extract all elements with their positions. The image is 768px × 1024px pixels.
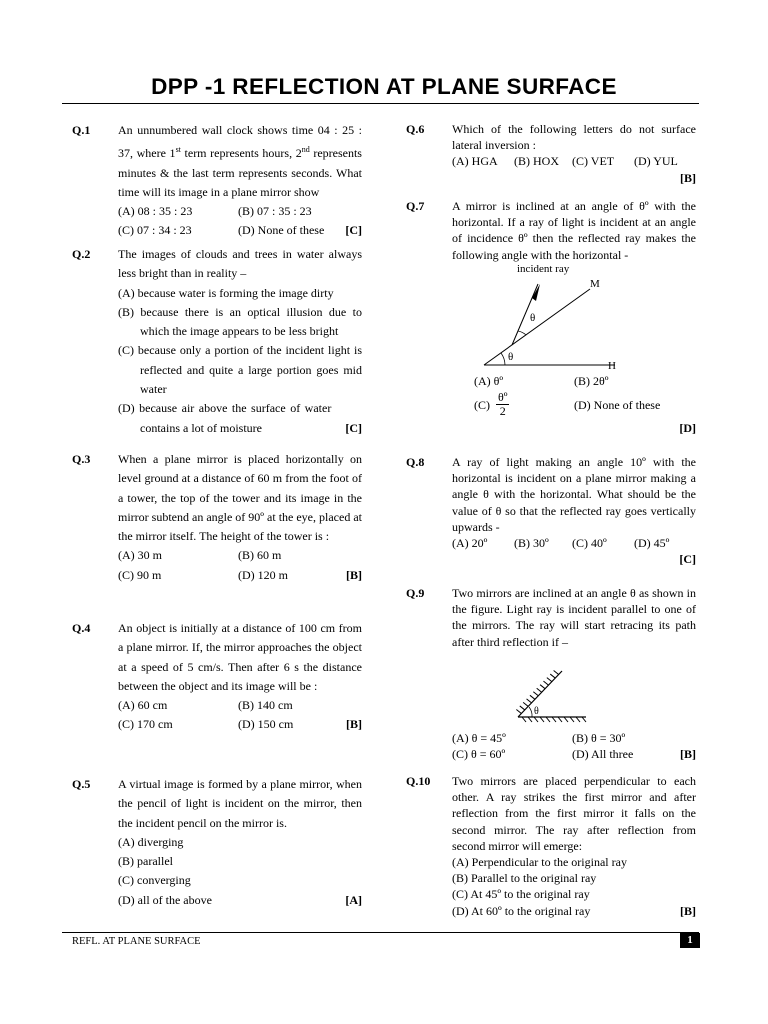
theta-label: θ [534, 706, 539, 717]
hatch-mark [552, 717, 556, 722]
theta-label: θ [530, 312, 536, 324]
option-b: (B) 60 m [238, 548, 282, 563]
hatch-mark [546, 717, 550, 722]
option-a: (A) HGA [452, 154, 498, 169]
title-rule [62, 103, 699, 104]
hatch-mark [523, 702, 528, 706]
question-number: Q.3 [72, 452, 91, 466]
option-c: (C) θº 2 [474, 390, 508, 419]
hatch-mark [520, 706, 525, 710]
option-d: (D) 120 m [238, 567, 288, 582]
option-c: (C) VET [572, 154, 615, 169]
footer-text: REFL. AT PLANE SURFACE [72, 936, 201, 947]
hatch-mark [558, 717, 562, 722]
option-b: (B) Parallel to the original ray [452, 871, 597, 886]
question-text: Two mirrors are placed perpendicular to each other. A ray strikes the first mirror and after reflection from the first mirror it falls on the second mirror. The ray after reflection from second mirror will emerge: [452, 774, 696, 853]
question-text: A virtual image is formed by a plane mirror, when the pencil of light is incident on the mirror, then the incident pencil on the mirror is. [118, 777, 362, 830]
mirror-pair [516, 671, 586, 722]
hatch-mark [582, 717, 586, 722]
answer: [B] [680, 170, 696, 185]
page-number: 1 [680, 933, 700, 948]
incident-ray-label: incident ray [517, 263, 570, 275]
question-text: An object is initially at a distance of 100 cm from a plane mirror. If, the mirror approaches the object at a speed of 5 cm/s. Then after 6 s the distance between the object and its image will be : [118, 621, 362, 693]
option-d: (D) YUL [634, 154, 678, 169]
question-number: Q.9 [406, 586, 425, 600]
answer: [B] [680, 903, 696, 918]
angle-arc [501, 353, 505, 365]
hatch-mark [527, 699, 532, 703]
answer: [A] [345, 892, 362, 907]
inclined-mirrors-figure [510, 665, 590, 727]
option-d: (D) All three [572, 747, 634, 762]
hatch-mark [530, 695, 535, 699]
option-b: (B) 140 cm [238, 698, 293, 713]
hatch-mark [570, 717, 574, 722]
question-number: Q.1 [72, 123, 91, 137]
option-a: (A) Perpendicular to the original ray [452, 855, 627, 870]
option-a: (A) 08 : 35 : 23 [118, 204, 193, 219]
hatch-mark [516, 709, 521, 713]
hatch-mark [554, 671, 559, 675]
option-d: (D) 45º [634, 536, 670, 551]
option-b: (B) 30º [514, 536, 549, 551]
footer-rule [62, 932, 699, 933]
option-c: (C) because only a portion of the incident light is reflected and quite a large portion goes mid water [118, 343, 362, 397]
option-d: (D) 150 cm [238, 717, 294, 732]
option-d: (D) because air above the surface of water contains a lot of moisture [118, 401, 332, 435]
answer: [C] [345, 420, 362, 435]
option-c: (C) 40º [572, 536, 607, 551]
page-title: DPP -1 REFLECTION AT PLANE SURFACE [151, 74, 617, 99]
question-number: Q.7 [406, 199, 425, 213]
question-text: Which of the following letters do not surface lateral inversion : [452, 122, 696, 153]
answer: [C] [679, 552, 696, 567]
option-c: (C) converging [118, 873, 191, 888]
option-b: (B) θ = 30º [572, 731, 626, 745]
answer: [B] [346, 717, 362, 732]
hatch-mark [564, 717, 568, 722]
hatch-mark [522, 717, 526, 722]
option-b: (B) because there is an optical illusion due to which the image appears to be less bright [118, 304, 362, 339]
question-9-options [452, 730, 696, 762]
option-d: (D) At 60º to the original ray [452, 903, 591, 918]
option-a: (A) 60 cm [118, 698, 168, 713]
hatch-mark [550, 674, 555, 678]
option-d: (D) None of these [238, 223, 325, 238]
option-c: (C) θ = 60º [452, 747, 506, 762]
question-number: Q.8 [406, 455, 425, 469]
option-c: (C) At 45º to the original ray [452, 887, 590, 902]
option-a: (A) diverging [118, 834, 184, 849]
answer: [B] [680, 747, 696, 762]
option-c: (C) 170 cm [118, 717, 173, 732]
angle-arc [529, 707, 532, 717]
option-b: (B) HOX [514, 154, 559, 169]
question-text: The images of clouds and trees in water always less bright than in reality – [118, 247, 362, 281]
mirror-angle-figure [470, 262, 640, 374]
question-number: Q.6 [406, 122, 425, 136]
incident-ray-arrow [532, 284, 540, 301]
option-d: (D) None of these [574, 397, 661, 412]
option-a: (A) θº [474, 374, 504, 388]
hatch-mark [543, 681, 548, 685]
option-c: (C) 07 : 34 : 23 [118, 223, 192, 238]
option-a: (A) because water is forming the image dirty [118, 285, 334, 300]
mirror-line [484, 289, 590, 365]
hatch-mark [547, 678, 552, 682]
question-7-options [452, 373, 696, 436]
fraction: θº 2 [498, 390, 508, 419]
question-text: A ray of light making an angle 10º with the horizontal is incident on a plane mirror making a angle θ with the horizontal. What should be the value of θ so that the reflected ray goes vertically upwards - [452, 455, 696, 534]
option-a: (A) θ = 45º [452, 731, 506, 745]
question-text: A mirror is inclined at an angle of θº with the horizontal. If a ray of light is incident at an angle of incidence θº then the reflected ray makes the following angle with the horizontal - [452, 199, 696, 262]
option-c: (C) 90 m [118, 567, 162, 582]
option-b: (B) 07 : 35 : 23 [238, 204, 312, 219]
answer: [C] [345, 223, 362, 238]
hatch-mark [576, 717, 580, 722]
answer: [D] [679, 421, 696, 436]
question-number: Q.10 [406, 774, 431, 788]
option-a: (A) 20º [452, 536, 488, 551]
question-number: Q.4 [72, 621, 91, 635]
point-h-label: H [608, 360, 616, 372]
question-text: An unnumbered wall clock shows time 04 : 25 : 37, where 1st term represents hours, 2nd represents minutes & the last term represents seconds. What time will its image in a plane mirror show [118, 123, 362, 199]
answer: [B] [346, 567, 362, 582]
point-m-label: M [590, 278, 600, 290]
question-number: Q.2 [72, 247, 91, 261]
option-b: (B) 2θº [574, 374, 609, 388]
option-b: (B) parallel [118, 854, 173, 869]
angle-arc [518, 331, 526, 335]
question-number: Q.5 [72, 777, 91, 791]
question-text: Two mirrors are inclined at an angle θ as shown in the figure. Light ray is incident parallel to one of the mirrors. The ray will start retracing its path after third reflection if – [452, 586, 696, 649]
hatch-mark [540, 717, 544, 722]
hatch-mark [533, 692, 538, 696]
question-text: When a plane mirror is placed horizontally on level ground at a distance of 60 m from the foot of a tower, the top of the tower and its image in the mirror subtend an angle of 90º at the eye, placed at the mirror itself. The height of the tower is : [118, 452, 362, 544]
hatch-mark [540, 685, 545, 689]
option-d: (D) all of the above [118, 892, 212, 907]
hatch-mark [528, 717, 532, 722]
option-a: (A) 30 m [118, 548, 162, 563]
hatch-mark [537, 688, 542, 692]
theta-label: θ [508, 351, 514, 363]
hatch-mark [534, 717, 538, 722]
